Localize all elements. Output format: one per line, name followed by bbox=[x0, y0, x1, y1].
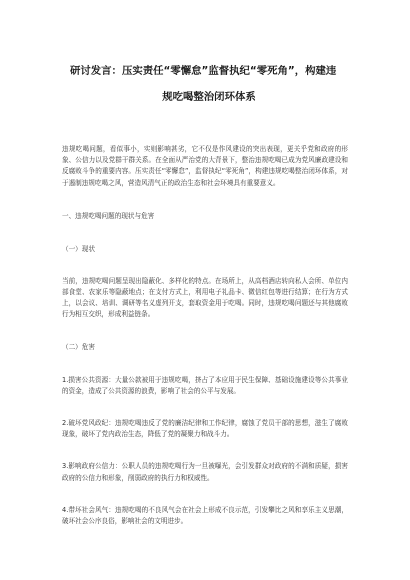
harm-paragraph-2: 2.破坏党风政纪：违规吃喝违反了党的廉洁纪律和工作纪律，腐蚀了党员干部的思想，滋生了腐败现象，破坏了党内政治生态，降低了党的凝聚力和战斗力。 bbox=[62, 419, 348, 439]
intro-paragraph: 违规吃喝问题，看似事小，实则影响甚劣，它不仅是作风建设的突出表现，更关乎党和政府的形象、公信力以及党群干群关系。在全面从严治党的大背景下，整治违规吃喝已成为党风廉政建设和反腐败斗争的重要内容。压实责任“零懈怠”，监督执纪“零死角”，构建违规吃喝整治闭环体系，对于遏制违规吃喝之风，营造风清气正的政治生态和社会环境具有重要意义。 bbox=[62, 145, 348, 187]
page-title-line-1: 研讨发言：压实责任“零懈怠”监督执纪“零死角”，构建违 bbox=[70, 65, 337, 77]
subsection-heading-status: （一）现状 bbox=[62, 244, 95, 253]
document-body bbox=[62, 144, 348, 527]
title-block bbox=[62, 0, 348, 110]
status-paragraph: 当前，违规吃喝问题呈现出隐蔽化、多样化的特点。在场所上，从高档酒店转向私人会所、单位内部食堂、农家乐等隐蔽地点；在支付方式上，利用电子礼品卡、微信红包等进行结算；在行为方式上，以会议、培训、调研等名义虚列开支，套取资金用于吃喝。同时，违规吃喝问题还与其他腐败行为相互交织，形成利益链条。 bbox=[62, 276, 348, 319]
subsection-heading-harm: （二）危害 bbox=[62, 342, 95, 351]
harm-paragraph-1: 1.损害公共资源：大量公款被用于违规吃喝，挤占了本应用于民生保障、基础设施建设等公共事业的资金，造成了公共资源的浪费，影响了社会的公平与发展。 bbox=[62, 375, 348, 395]
harm-paragraph-3: 3.影响政府公信力：公职人员的违规吃喝行为一旦被曝光，会引发群众对政府的不满和质疑，损害政府的公信力和形象，削弱政府的执行力和权威性。 bbox=[62, 462, 348, 482]
section-heading-1: 一、违规吃喝问题的现状与危害 bbox=[62, 211, 155, 220]
harm-paragraph-4: 4.带坏社会风气：违规吃喝的不良风气会在社会上形成不良示范，引发攀比之风和享乐主义思潮，破坏社会公序良俗，影响社会的文明进步。 bbox=[62, 505, 348, 526]
page-title-line-2: 规吃喝整治闭环体系 bbox=[162, 91, 256, 103]
